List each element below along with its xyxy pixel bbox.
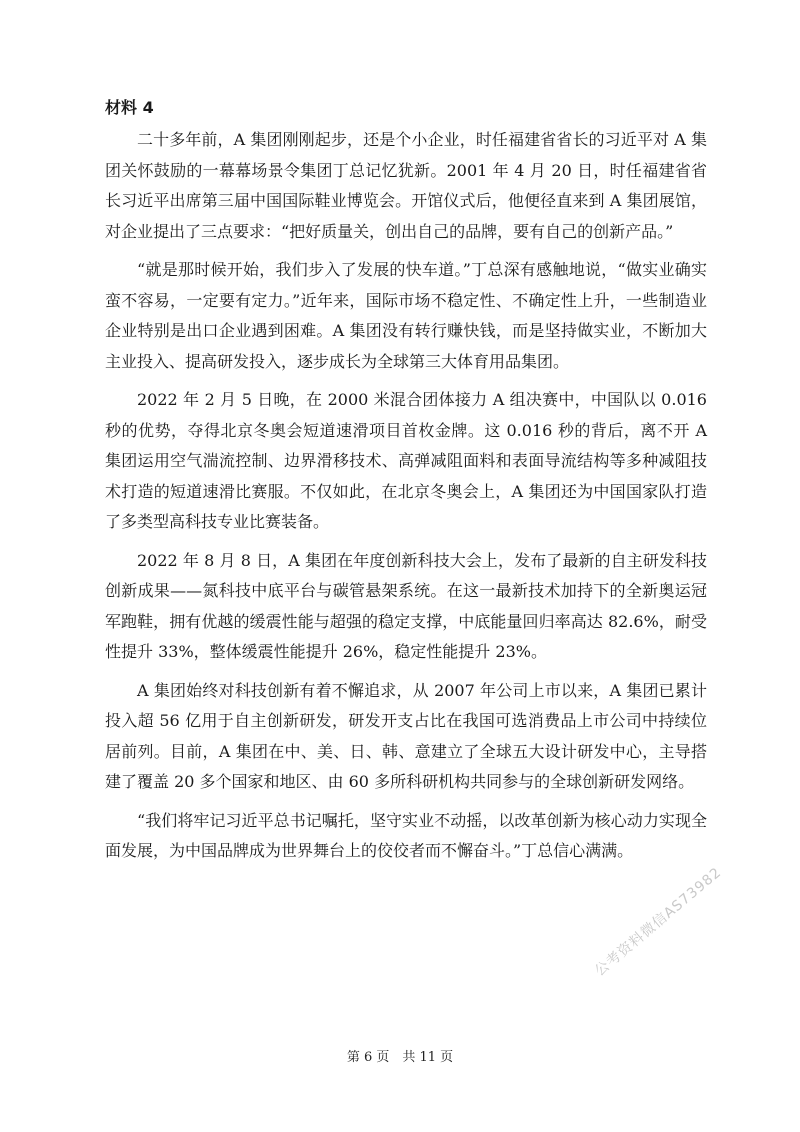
document-body — [105, 92, 707, 867]
paragraph-3: 2022 年 2 月 5 日晚，在 2000 米混合团体接力 A 组决赛中，中国队以 0.016 秒的优势，夺得北京冬奥会短道速滑项目首枚金牌。这 0.016 秒的背后，离不开 A 集团运用空气湍流控制、边界滑移技术、高弹减阻面料和表面导流结构等多种减阻技术打造的短道速滑比赛服。不仅如此，在北京冬奥会上，A 集团还为中国国家队打造了多类型高科技专业比赛装备。 — [105, 390, 707, 531]
paragraph-5: A 集团始终对科技创新有着不懈追求，从 2007 年公司上市以来，A 集团已累计投入超 56 亿用于自主创新研发，研发开支占比在我国可选消费品上市公司中持续位居前列。目前，A 集团在中、美、日、韩、意建立了全球五大设计研发中心，主导搭建了覆盖 20 多个国家和地区、由 60 多所科研机构共同参与的全球创新研发网络。 — [105, 680, 707, 791]
page-number-footer: 第 6 页 共 11 页 — [346, 1050, 454, 1065]
watermark-text: 公考资料微信AS73982 — [591, 864, 725, 980]
paragraph-6: “我们将牢记习近平总书记嘱托，坚守实业不动摇，以改革创新为核心动力实现全面发展，为中国品牌成为世界舞台上的佼佼者而不懈奋斗。”丁总信心满满。 — [105, 810, 707, 860]
paragraph-2: “就是那时候开始，我们步入了发展的快车道。”丁总深有感触地说，“做实业确实蛮不容易，一定要有定力。”近年来，国际市场不稳定性、不确定性上升，一些制造业企业特别是出口企业遇到困难。A 集团没有转行赚快钱，而是坚持做实业，不断加大主业投入、提高研发投入，逐步成长为全球第三大体育用品集团。 — [105, 260, 707, 371]
section-heading: 材料 4 — [105, 98, 154, 117]
paragraph-1: 二十多年前，A 集团刚刚起步，还是个小企业，时任福建省省长的习近平对 A 集团关怀鼓励的一幕幕场景令集团丁总记忆犹新。2001 年 4 月 20 日，时任福建省省长习近平出席第三届中国国际鞋业博览会。开馆仪式后，他便径直来到 A 集团展馆，对企业提出了三点要求：“把好质量关，创出自己的品牌，要有自己的创新产品。” — [105, 130, 707, 241]
paragraph-4: 2022 年 8 月 8 日，A 集团在年度创新科技大会上，发布了最新的自主研发科技创新成果——氮科技中底平台与碳管悬架系统。在这一最新技术加持下的全新奥运冠军跑鞋，拥有优越的缓震性能与超强的稳定支撑，中底能量回归率高达 82.6%，耐受性提升 33%，整体缓震性能提升 26%，稳定性能提升 23%。 — [105, 550, 707, 661]
